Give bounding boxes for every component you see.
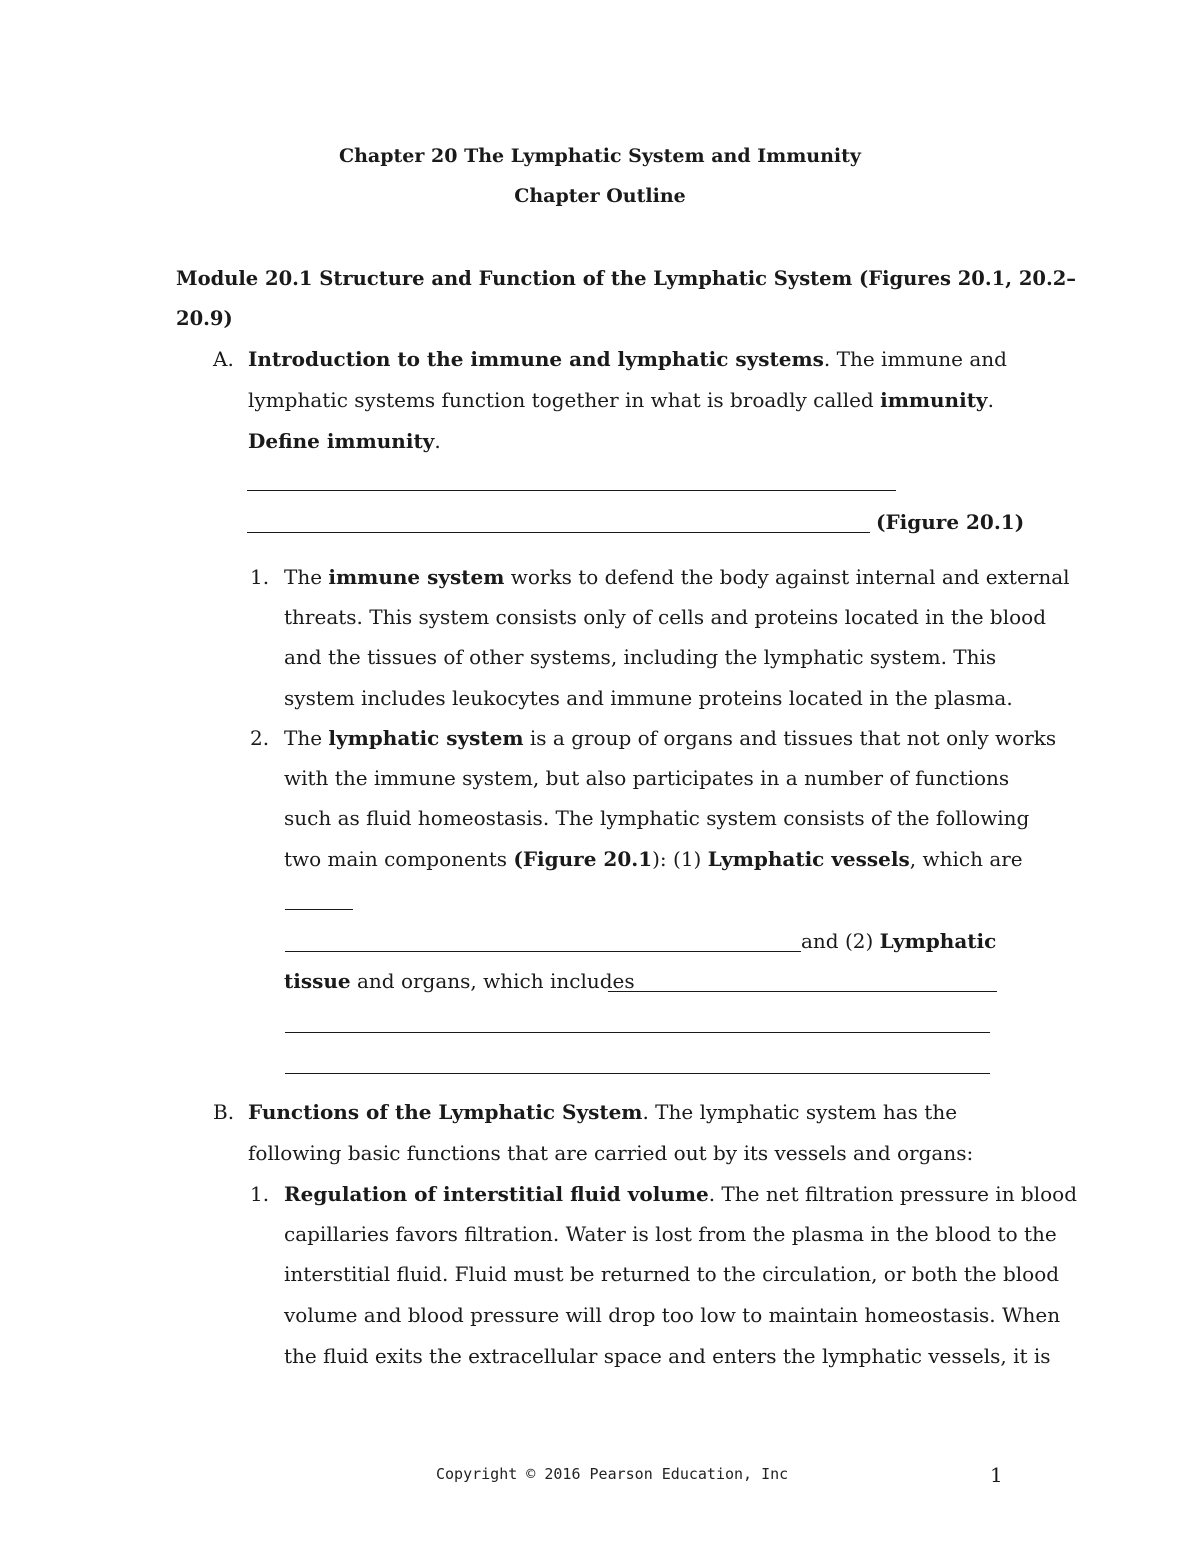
footer-copyright: Copyright © 2016 Pearson Education, Inc: [436, 1465, 789, 1483]
answer-blank-4[interactable]: [285, 951, 801, 952]
item-a2-line4-pre: two main components: [284, 847, 514, 871]
chapter-title: Chapter 20 The Lymphatic System and Immunity: [339, 145, 861, 167]
term-immunity: immunity: [880, 388, 988, 412]
section-a-marker: A.: [213, 347, 234, 371]
item-a1-marker: 1.: [250, 565, 270, 589]
item-a2-line1: [284, 725, 1056, 751]
section-b-heading: Functions of the Lymphatic System: [248, 1100, 643, 1124]
page-number: 1: [990, 1463, 1003, 1487]
item-b1-line4: volume and blood pressure will drop too low to maintain homeostasis. When: [284, 1303, 1061, 1327]
item-a2-pre: The: [284, 726, 329, 750]
item-b1-marker: 1.: [250, 1182, 270, 1206]
module-heading-line1: Module 20.1 Structure and Function of the Lymphatic System (Figures 20.1, 20.2–: [176, 267, 1077, 290]
item-a2-line6: [801, 928, 996, 954]
item-a2-post: is a group of organs and tissues that not only works: [523, 726, 1057, 750]
item-a1-line3: and the tissues of other systems, including the lymphatic system. This: [284, 645, 997, 669]
figure-ref-inline: (Figure 20.1: [513, 847, 653, 871]
item-a2-line4-post: , which are: [909, 847, 1023, 871]
section-a-heading: Introduction to the immune and lymphatic systems: [248, 347, 824, 371]
section-b-line1: [248, 1099, 957, 1125]
chapter-subtitle: Chapter Outline: [514, 185, 686, 207]
section-a-line2-text: lymphatic systems function together in what is broadly called: [248, 388, 881, 412]
item-a2-line7: [284, 968, 635, 994]
answer-blank-2[interactable]: [247, 532, 870, 533]
item-a1-line4: system includes leukocytes and immune proteins located in the plasma.: [284, 686, 1013, 710]
answer-blank-5[interactable]: [608, 991, 997, 992]
answer-blank-3[interactable]: [285, 909, 353, 910]
term-interstitial-fluid-volume: Regulation of interstitial fluid volume: [284, 1182, 709, 1206]
item-a2-line2: with the immune system, but also participates in a number of functions: [284, 766, 1010, 790]
answer-blank-7[interactable]: [285, 1073, 990, 1074]
section-a-line2-end: .: [987, 388, 994, 412]
module-heading-line2: 20.9): [176, 307, 233, 330]
term-lymphatic-vessels: Lymphatic vessels: [707, 847, 910, 871]
item-a2-line4: [284, 846, 1023, 872]
item-b1-line5: the fluid exits the extracellular space and enters the lymphatic vessels, it is: [284, 1344, 1051, 1368]
item-a1-post: works to defend the body against internal and external: [504, 565, 1070, 589]
item-a2-line6-mid: and (2): [801, 929, 880, 953]
item-b1-line2: capillaries favors filtration. Water is lost from the plasma in the blood to the: [284, 1222, 1057, 1246]
item-a2-marker: 2.: [250, 726, 270, 750]
answer-blank-1[interactable]: [247, 490, 896, 491]
item-b1-line1: [284, 1181, 1077, 1207]
section-b-line2: following basic functions that are carried out by its vessels and organs:: [248, 1141, 974, 1165]
define-immunity-label: Define immunity: [248, 429, 435, 453]
figure-reference: (Figure 20.1): [876, 510, 1025, 534]
section-a-line1-text: . The immune and: [823, 347, 1007, 371]
term-lymphatic: Lymphatic: [879, 929, 997, 953]
answer-blank-6[interactable]: [285, 1032, 990, 1033]
item-a1-line2: threats. This system consists only of cells and proteins located in the blood: [284, 605, 1047, 629]
term-lymphatic-system: lymphatic system: [328, 726, 524, 750]
term-immune-system: immune system: [328, 565, 505, 589]
item-a1-line1: [284, 564, 1070, 590]
section-b-marker: B.: [213, 1100, 235, 1124]
section-a-line1: [248, 346, 1007, 372]
item-b1-post: . The net filtration pressure in blood: [708, 1182, 1078, 1206]
item-b1-line3: interstitial fluid. Fluid must be returned to the circulation, or both the blood: [284, 1262, 1060, 1286]
item-a1-pre: The: [284, 565, 329, 589]
define-immunity-end: .: [434, 429, 441, 453]
term-tissue: tissue: [284, 969, 351, 993]
section-a-line2: [248, 387, 994, 413]
item-a2-line7-post: and organs, which includes: [350, 969, 635, 993]
define-immunity-prompt: [248, 428, 441, 454]
item-a2-line4-mid: ): (1): [652, 847, 708, 871]
section-b-line1-text: . The lymphatic system has the: [642, 1100, 958, 1124]
item-a2-line3: such as fluid homeostasis. The lymphatic system consists of the following: [284, 806, 1030, 830]
